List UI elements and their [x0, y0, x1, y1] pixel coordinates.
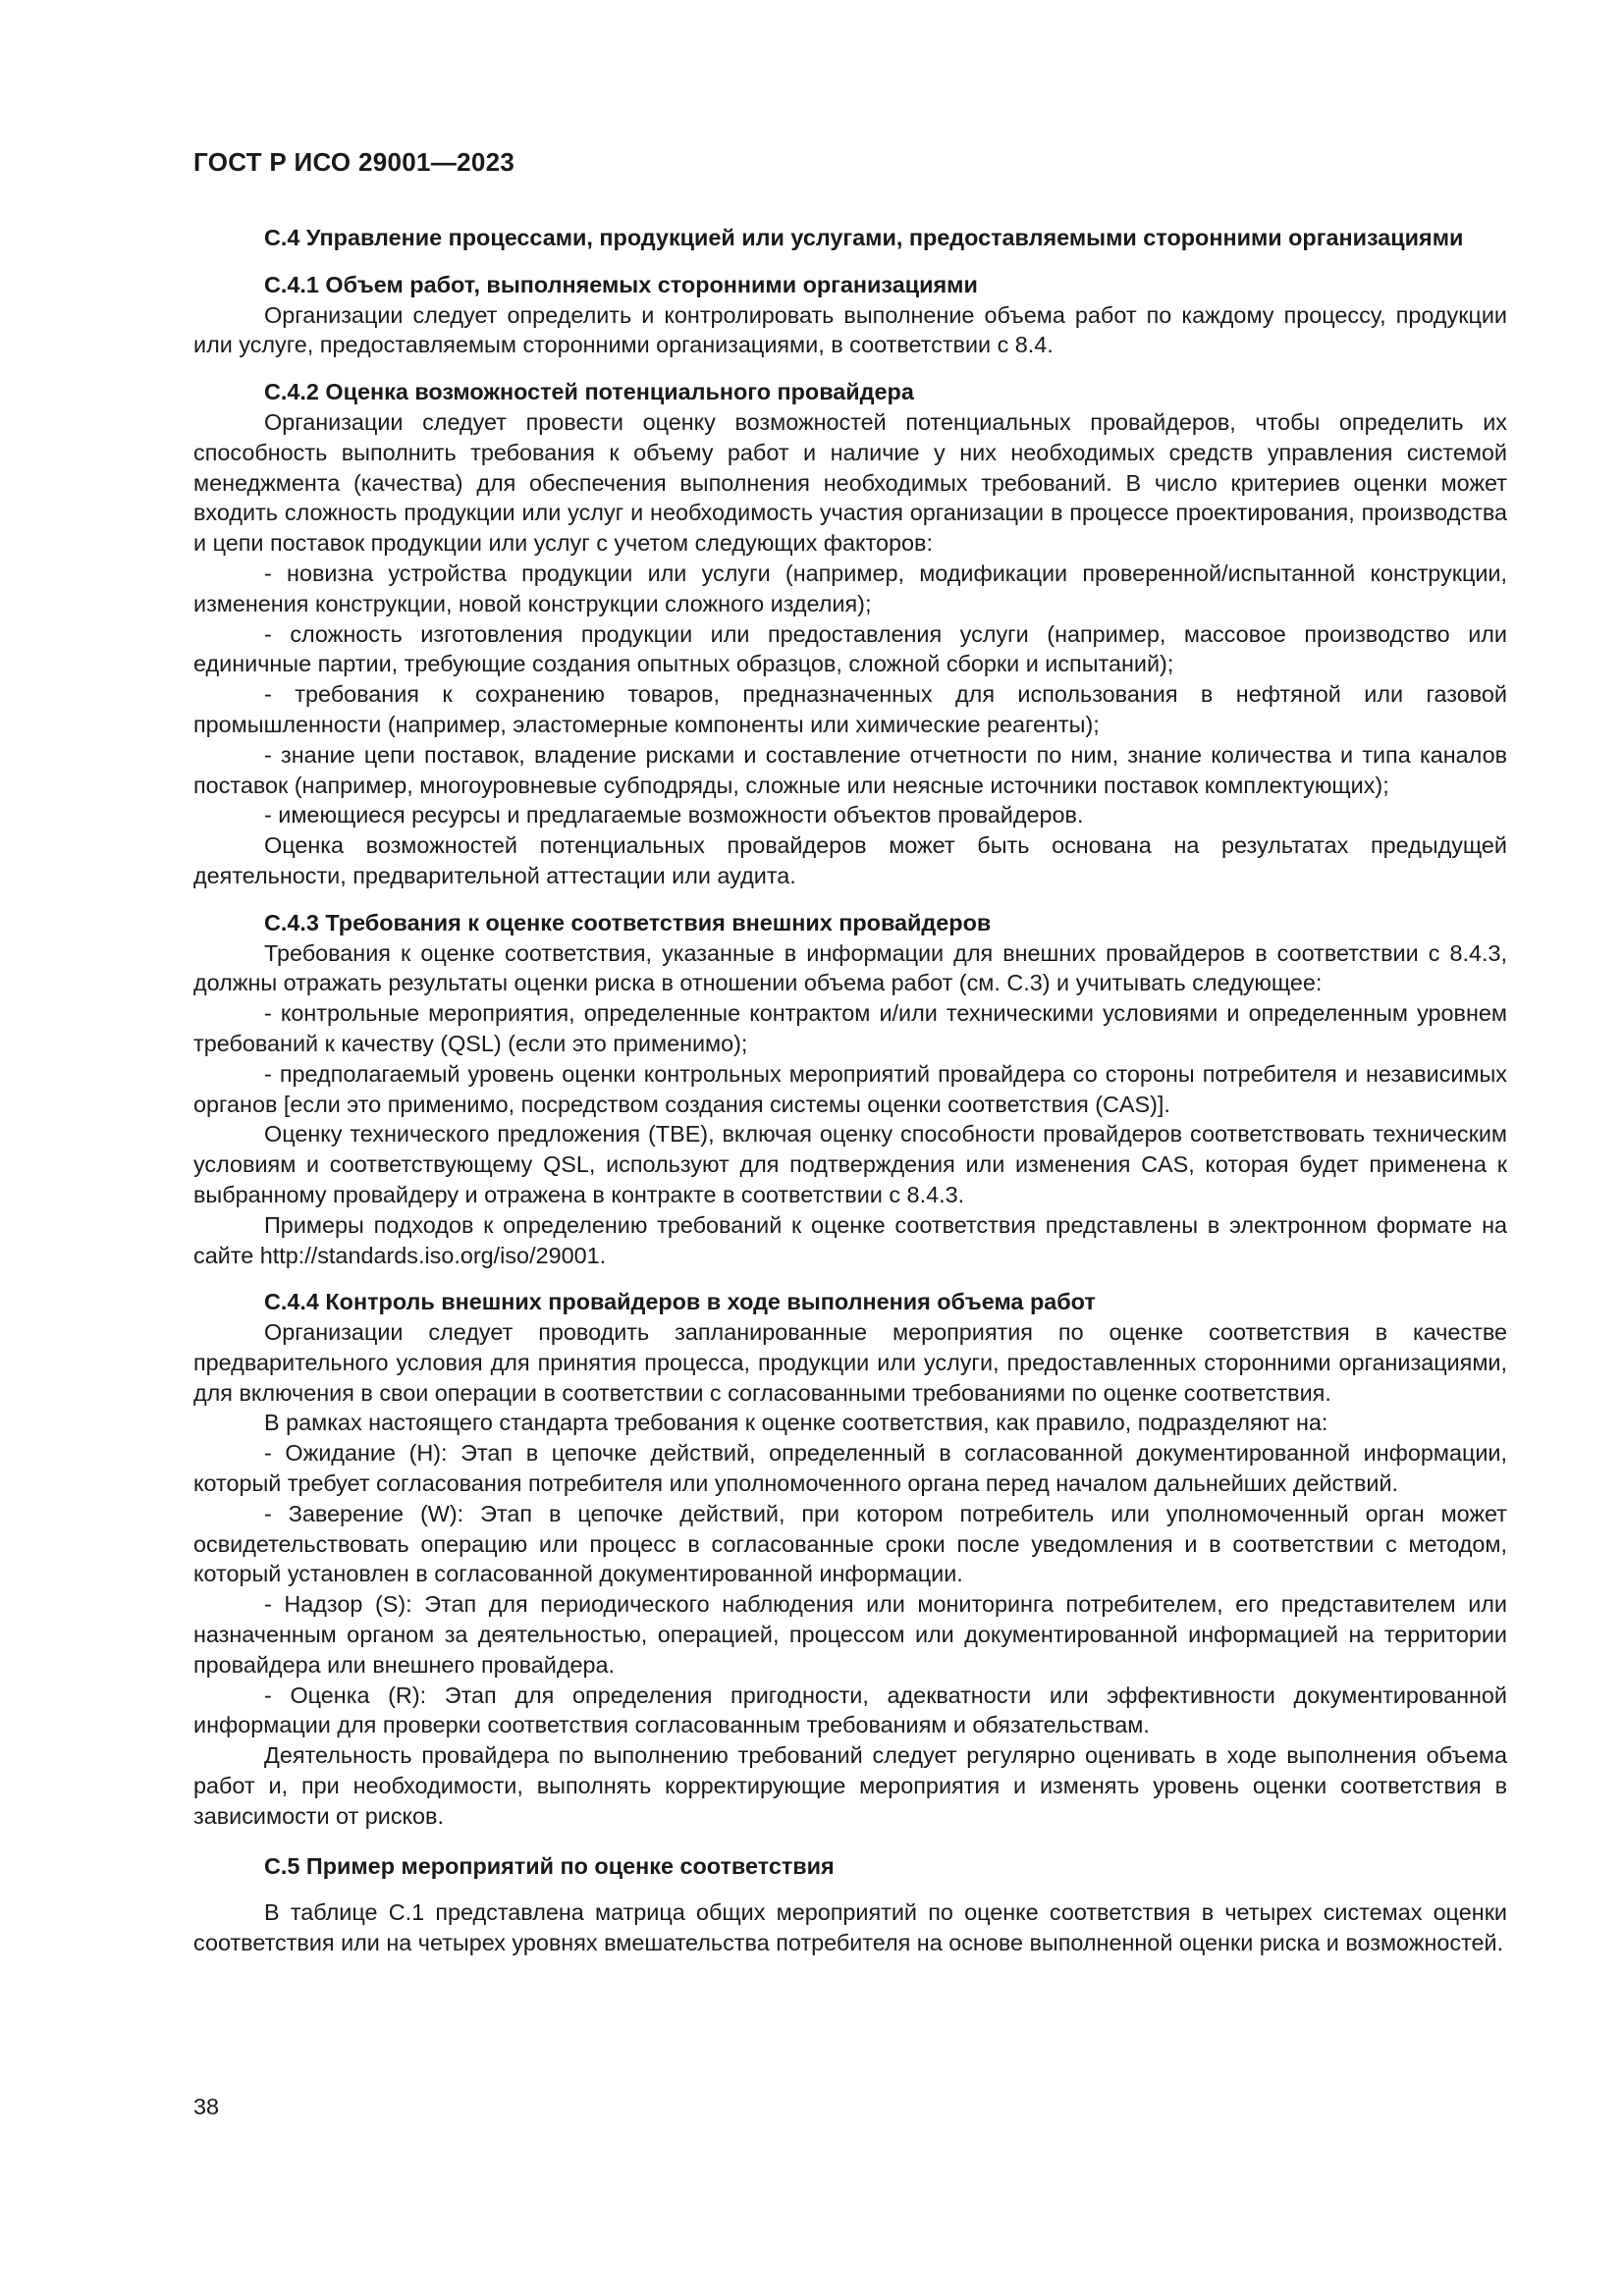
section-c44-paragraph: В рамках настоящего стандарта требования к оценке соответствия, как правило, подразделяют на: — [264, 1410, 1328, 1436]
section-c42-list-item: - знание цепи поставок, владение рисками и составление отчетности по ним, знание количества и типа каналов поставок (например, многоуровневые субподряды, сложные или неясные источники поставок комплектующих); — [193, 741, 1507, 798]
section-c44-paragraph: Организации следует проводить запланированные мероприятия по оценке соответствия в качестве предварительного условия для принятия процесса, продукции или услуги, предоставленных сторонними организациями, для включения в свои операции в соответствии с согласованными требованиями по оценке соответствия. — [193, 1319, 1507, 1406]
section-c43-paragraph: Примеры подходов к определению требований к оценке соответствия представлены в электронном формате на сайте http://standards.iso.org/iso/29001. — [193, 1211, 1507, 1268]
section-c44-title: C.4.4 Контроль внешних провайдеров в ходе выполнения объема работ — [264, 1289, 1096, 1315]
section-c43-paragraph: Требования к оценке соответствия, указанные в информации для внешних провайдеров в соответствии с 8.4.3, должны отражать результаты оценки риска в отношении объема работ (см. C.3) и учитывать следующее: — [193, 939, 1507, 996]
section-c42-title: C.4.2 Оценка возможностей потенциального провайдера — [264, 379, 914, 405]
section-c44-list-item: - Заверение (W): Этап в цепочке действий, при котором потребитель или уполномоченный орган может освидетельствовать операцию или процесс в согласованные сроки после уведомления и в соответствии с методом, который установлен в согласованной документированной информации. — [193, 1500, 1507, 1587]
document-body — [193, 223, 1507, 1958]
section-c5-paragraph: В таблице C.1 представлена матрица общих мероприятий по оценке соответствия в четырех системах оценки соответствия или на четырех уровнях вмешательства потребителя на основе выполненной оценки риска и возможностей. — [193, 1899, 1507, 1956]
section-c44-paragraph: Деятельность провайдера по выполнению требований следует регулярно оценивать в ходе выполнения объема работ и, при необходимости, выполнять корректирующие мероприятия и изменять уровень оценки соответствия в зависимости от рисков. — [193, 1742, 1507, 1829]
section-c44-list-item: - Ожидание (H): Этап в цепочке действий, определенный в согласованной документированной информации, который требует согласования потребителя или уполномоченного органа перед началом дальнейших действий. — [193, 1440, 1507, 1497]
section-c43-paragraph: Оценку технического предложения (TBE), включая оценку способности провайдеров соответствовать техническим условиям и соответствующему QSL, используют для подтверждения или изменения CAS, которая будет применена к выбранному провайдеру и отражена в контракте в соответствии с 8.4.3. — [193, 1121, 1507, 1207]
section-c42-paragraph: Оценка возможностей потенциальных провайдеров может быть основана на результатах предыдущей деятельности, предварительной аттестации или аудита. — [193, 832, 1507, 888]
section-c41-title: C.4.1 Объем работ, выполняемых сторонними организациями — [264, 271, 978, 297]
section-c44-list-item: - Оценка (R): Этап для определения пригодности, адекватности или эффективности документированной информации для проверки соответствия согласованным требованиям и обязательствам. — [193, 1682, 1507, 1738]
section-c42-list-item: - сложность изготовления продукции или предоставления услуги (например, массовое производство или единичные партии, требующие создания опытных образцов, сложной сборки и испытаний); — [193, 620, 1507, 677]
section-c42-list-item: - новизна устройства продукции или услуги (например, модификации проверенной/испытанной конструкции, изменения конструкции, новой конструкции сложного изделия); — [193, 560, 1507, 616]
section-c43-list-item: - предполагаемый уровень оценки контрольных мероприятий провайдера со стороны потребителя и независимых органов [если это применимо, посредством создания системы оценки соответствия (CAS)]. — [193, 1060, 1507, 1117]
section-c42-paragraph: Организации следует провести оценку возможностей потенциальных провайдеров, чтобы определить их способность выполнить требования к объему работ и наличие у них необходимых средств управления системой менеджмента (качества) для обеспечения выполнения необходимых требований. В число критериев оценки может входить сложность продукции или услуг и необходимость участия организации в процессе проектирования, производства и цепи поставок продукции или услуг с учетом следующих факторов: — [193, 408, 1507, 557]
section-c43-title: C.4.3 Требования к оценке соответствия внешних провайдеров — [264, 909, 992, 935]
document-header: ГОСТ Р ИСО 29001—2023 — [193, 147, 515, 177]
section-c42-list-item: - имеющиеся ресурсы и предлагаемые возможности объектов провайдеров. — [264, 802, 1084, 828]
section-c42-list-item: - требования к сохранению товаров, предназначенных для использования в нефтяной или газовой промышленности (например, эластомерные компоненты или химические реагенты); — [193, 681, 1507, 737]
page-number: 38 — [193, 2094, 220, 2119]
section-c5-title: C.5 Пример мероприятий по оценке соответствия — [264, 1852, 835, 1879]
section-c4-title: C.4 Управление процессами, продукцией или услугами, предоставляемыми сторонними организациями — [264, 225, 1464, 250]
section-c41-paragraph: Организации следует определить и контролировать выполнение объема работ по каждому процессу, продукции или услуге, предоставляемым сторонними организациями, в соответствии с 8.4. — [193, 301, 1507, 358]
section-c44-list-item: - Надзор (S): Этап для периодического наблюдения или мониторинга потребителем, его представителем или назначенным органом за деятельностью, операцией, процессом или документированной информацией на территории провайдера или внешнего провайдера. — [193, 1591, 1507, 1678]
section-c43-list-item: - контрольные мероприятия, определенные контрактом и/или техническими условиями и определенным уровнем требований к качеству (QSL) (если это применимо); — [193, 1000, 1507, 1056]
